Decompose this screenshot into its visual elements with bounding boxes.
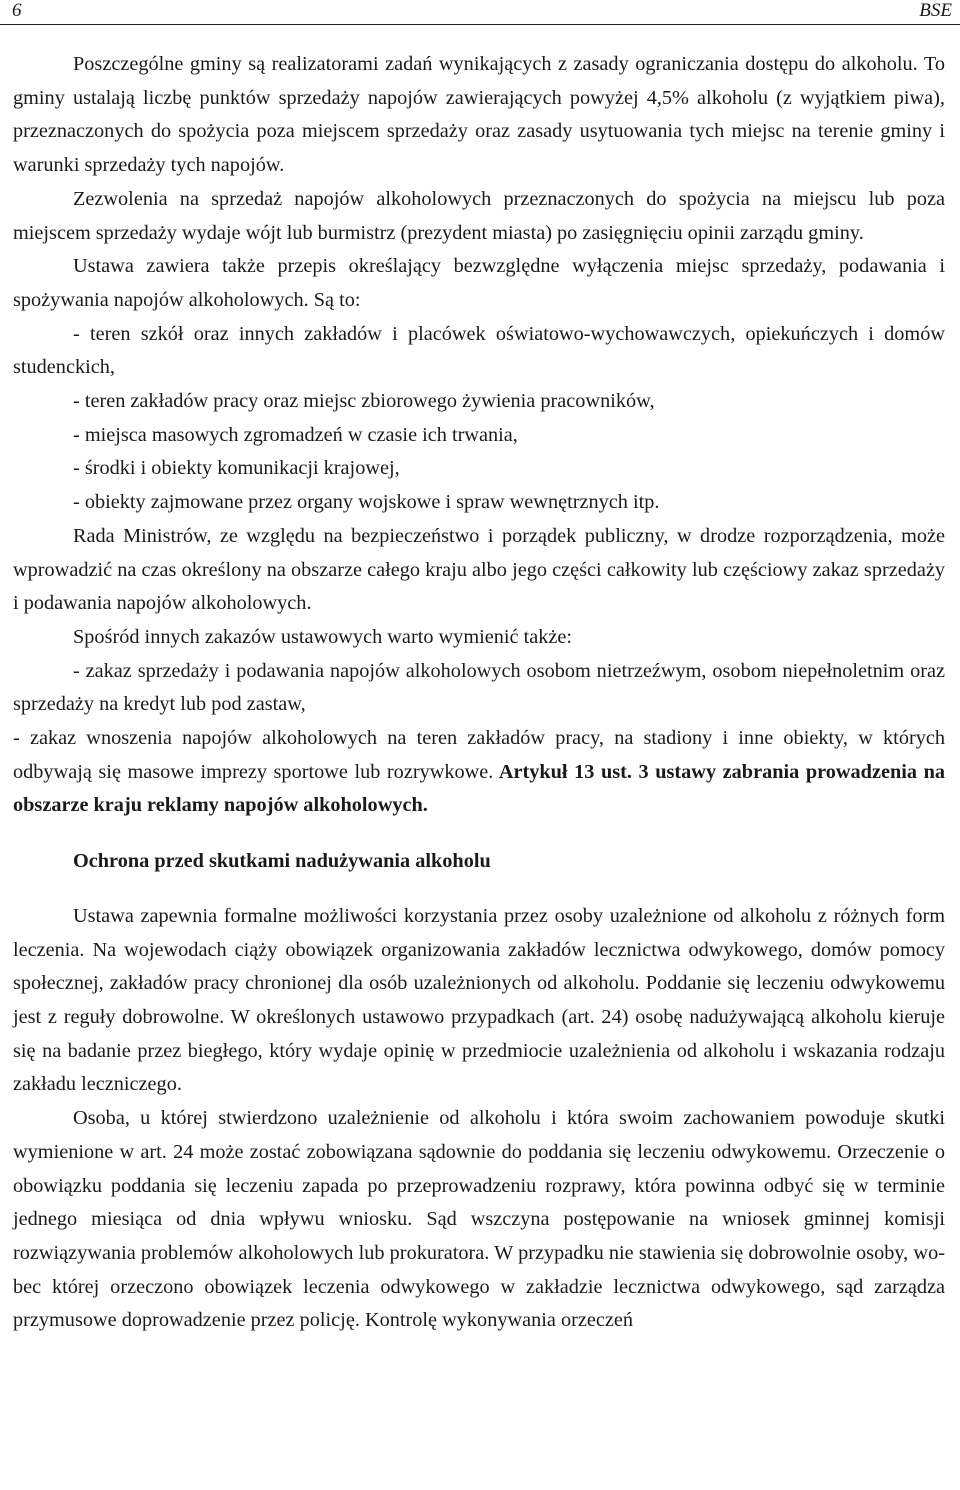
paragraph-5: Spośród innych zakazów ustawowych warto wymienić także: [73,625,572,648]
page-number: 6 [12,0,22,21]
paragraph-1: Poszczególne gminy są realizatorami zadań wynikających z zasady ograniczania dostępu do alkoholu. To gminy ustalają liczbę punktów sprzedaży napojów zawierających powyżej 4,5% alkoholu (z wyjątkiem piwa), przeznaczonych do spożycia poza miejscem sprzedaży oraz zasady usytuowania tych miejsc na terenie gminy i warunki sprzedaży tych napojów. [13,53,945,177]
running-title: BSE [919,0,952,21]
list-item-text: - zakaz wnoszenia napojów alkoholowych na teren zakładów pracy, na stadiony i inne obiekty, w których odbywają się masowe imprezy sportowe lub rozrywkowe. [13,727,945,783]
section-heading: Ochrona przed skutkami nadużywania alkoholu [73,850,491,873]
list-item: - środki i obiekty komunikacji krajowej, [73,457,400,480]
list-item: - teren zakładów pracy oraz miejsc zbiorowego żywienia pracowników, [73,390,655,413]
document-body [13,48,945,1338]
list-item: - zakaz sprzedaży i podawania napojów alkoholowych osobom nietrzeźwym, osobom niepełnoletnim oraz sprzedaży na kredyt lub pod zastaw, [13,659,945,716]
paragraph-7: Osoba, u której stwierdzono uzależnienie od alkoholu i która swoim zachowaniem powoduje skutki wymienione w art. 24 może zostać zobowiązana sądownie do poddania się leczeniu odwykowemu. Orzeczenie o obowiązku poddania się leczeniu zapada po przeprowadzeniu rozprawy, która powinna odbyć się w terminie jednego miesiąca od dnia wpływu wniosku. Sąd wszczyna postępowanie na wniosek gminnej komisji rozwiązywania problemów alkoholowych lub prokuratora. W przypadku nie stawienia się dobrowolnie osoby, wobec której orzeczono obowiązek leczenia odwykowego w zakładzie lecznictwa odwykowego, sąd zarządza przymusowe doprowadzenie przez policję. Kontrolę wykonywania orzeczeń [13,1107,945,1332]
list-item [13,722,945,823]
paragraph-2: Zezwolenia na sprzedaż napojów alkoholowych przeznaczonych do spożycia na miejscu lub poza miejscem sprzedaży wydaje wójt lub burmistrz (prezydent miasta) po zasięgnięciu opinii zarządu gminy. [13,187,945,244]
bold-statement: Artykuł 13 ust. 3 ustawy zabrania prowadzenia na obszarze kraju reklamy napojów alkoholowych. [13,760,945,817]
list-item: - teren szkół oraz innych zakładów i placówek oświatowo-wychowawczych, opiekuńczych i domów studenckich, [13,322,945,379]
list-item: - obiekty zajmowane przez organy wojskowe i spraw wewnętrznych itp. [73,491,660,514]
paragraph-4: Rada Ministrów, ze względu na bezpieczeństwo i porządek publiczny, w drodze rozporządzenia, może wprowadzić na czas określony na obszarze całego kraju albo jego części całkowity lub częściowy zakaz sprzedaży i podawania napojów alkoholowych. [13,524,945,615]
page-header [0,0,960,25]
paragraph-3: Ustawa zawiera także przepis określający bezwzględne wyłączenia miejsc sprzedaży, podawania i spożywania napojów alkoholowych. Są to: [13,255,945,311]
list-item: - miejsca masowych zgromadzeń w czasie ich trwania, [73,423,518,446]
paragraph-6: Ustawa zapewnia formalne możliwości korzystania przez osoby uzależnione od alkoholu z różnych form leczenia. Na wojewodach ciąży obowiązek organizowania zakładów lecznictwa odwykowego, domów pomocy społecznej, zakładów pracy chronionej dla osób uzależnionych od alkoholu. Poddanie się leczeniu odwykowemu jest z reguły dobrowolne. W określonych ustawowo przypadkach (art. 24) osobę nadużywającą alkoholu kieruje się na badanie przez biegłego, który wydaje opinię w przedmiocie uzależnienia od alkoholu i wskazania rodzaju zakładu leczniczego. [13,904,945,1096]
